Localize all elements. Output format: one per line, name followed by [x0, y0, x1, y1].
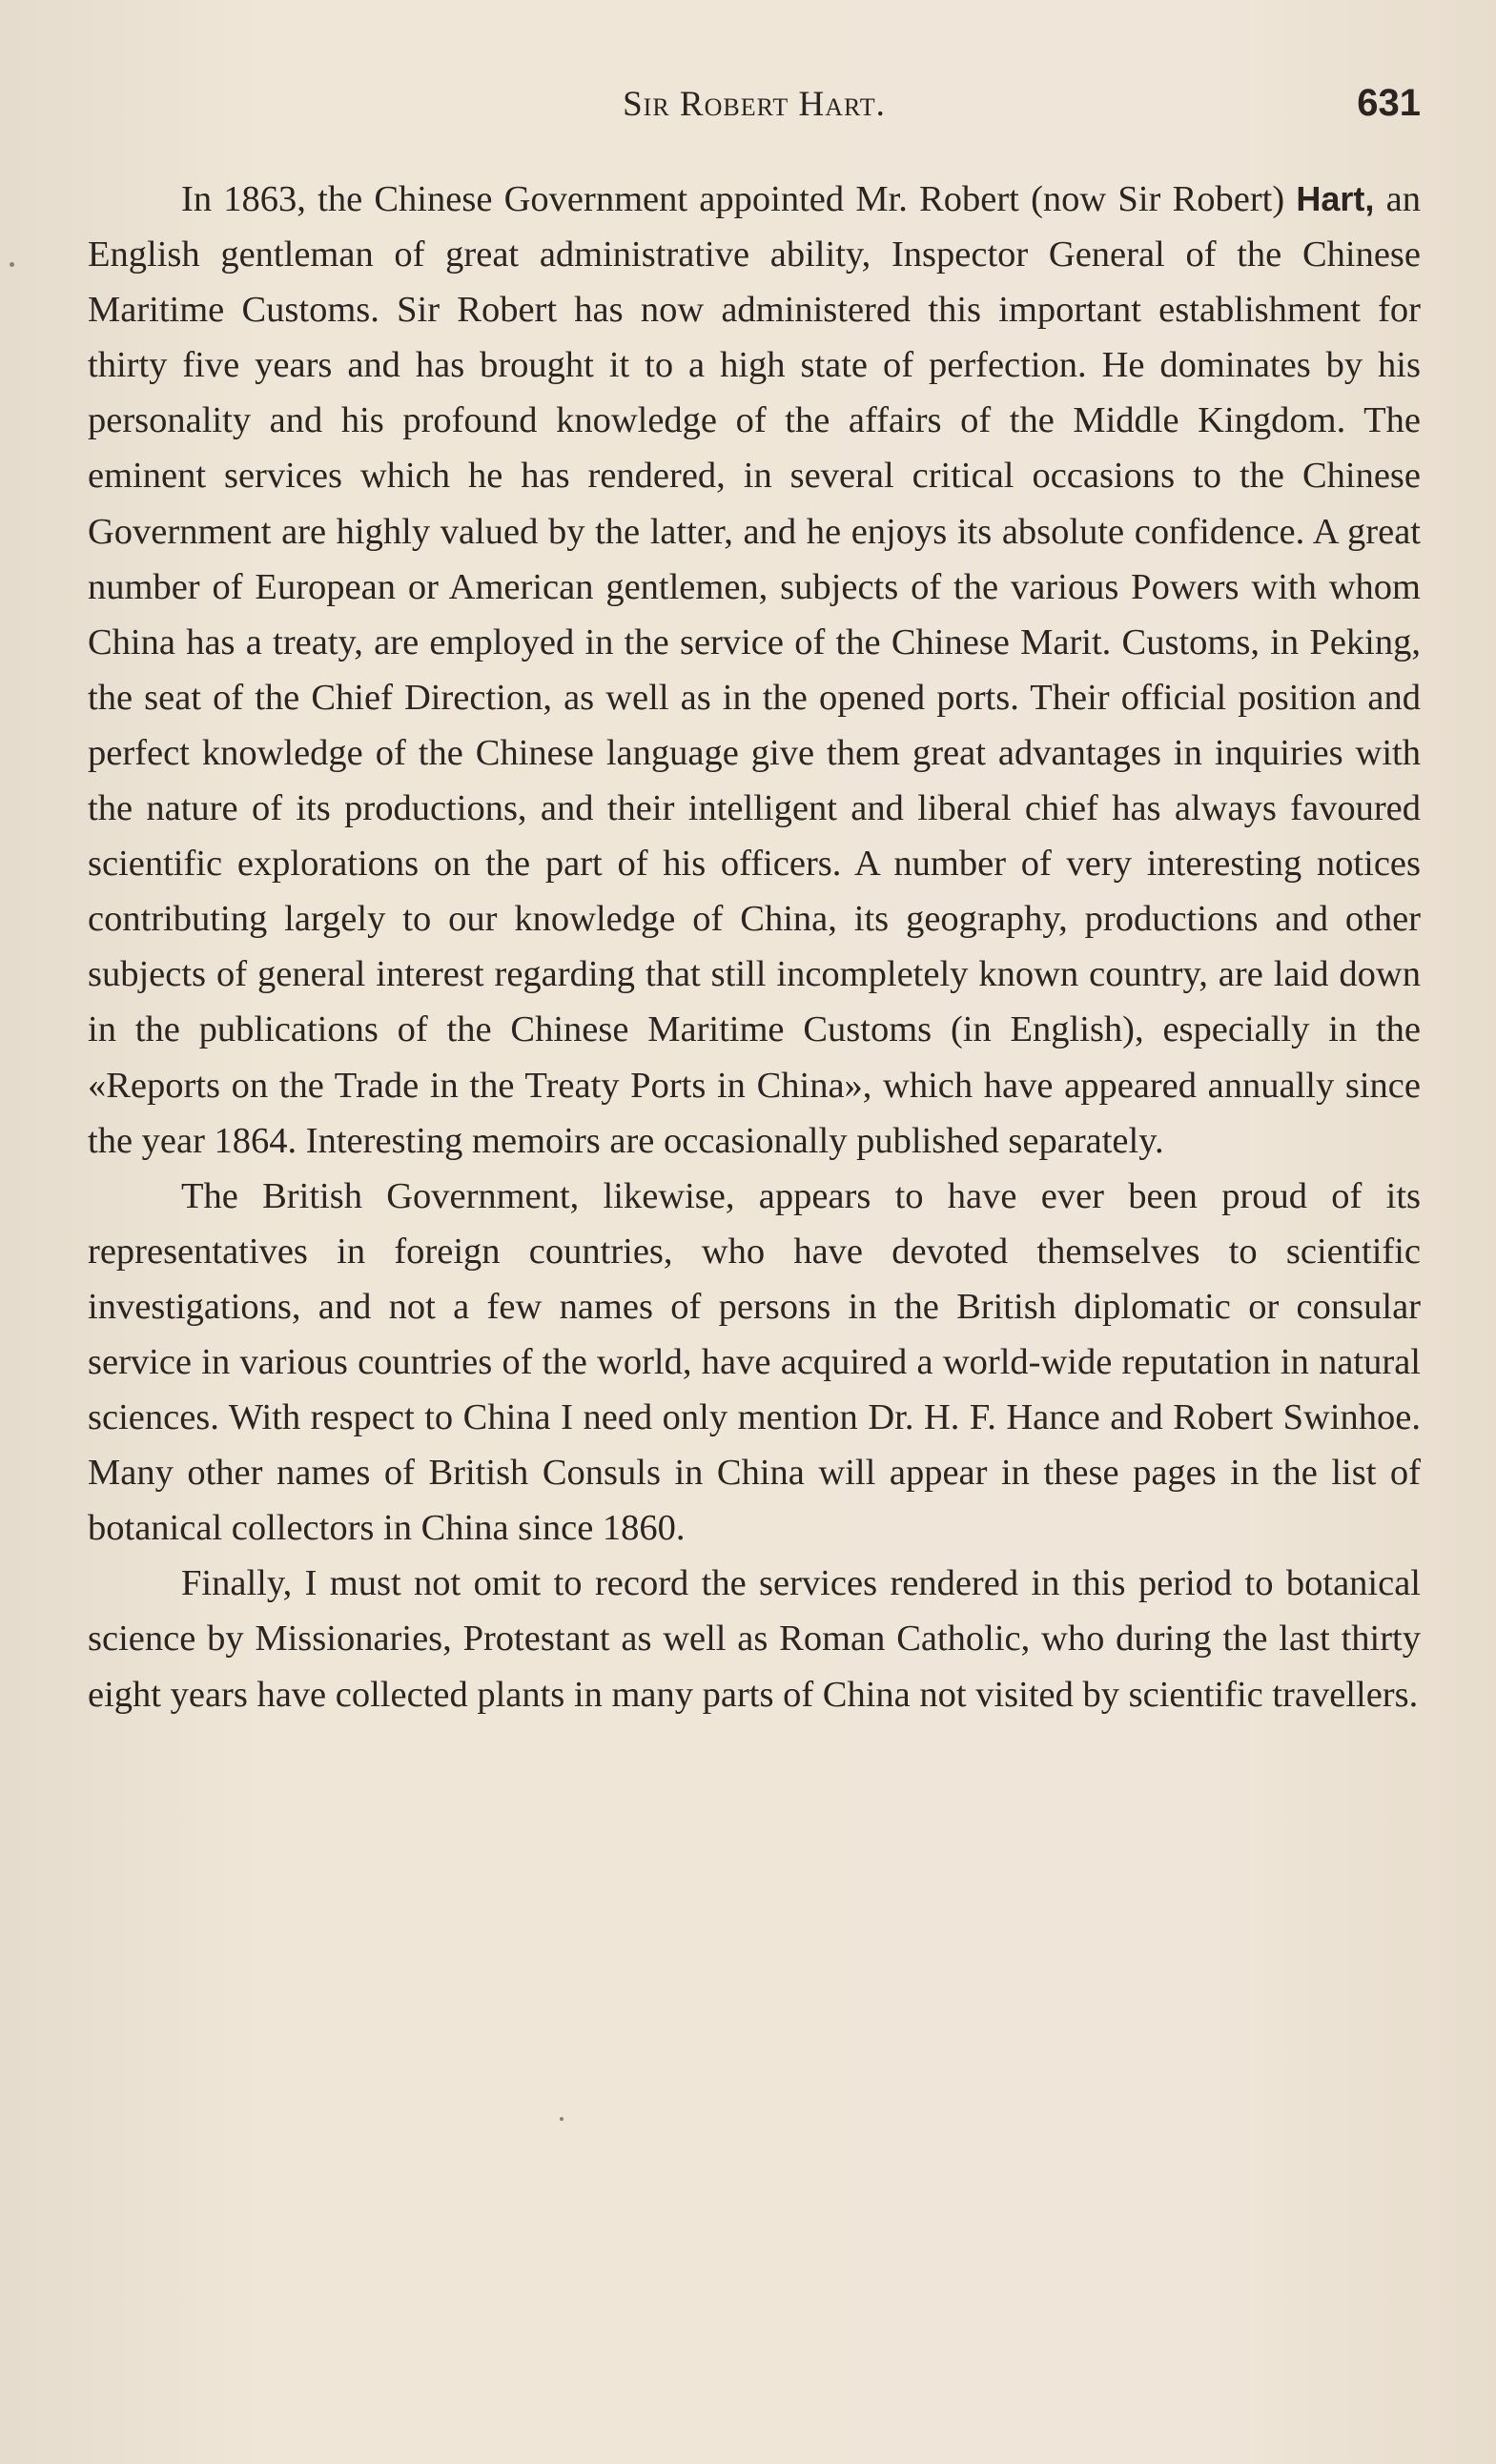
paragraph-missionaries: Finally, I must not omit to record the services rendered in this period to botanical science by Missionaries, Protestant as well as Roman Catholic, who during the last thirty eight years have collected plants in many parts of China not visited by scientific travellers. — [88, 1563, 1421, 1715]
paper-speck — [560, 2117, 564, 2121]
paragraph-british-government: The British Government, likewise, appears to have ever been proud of its representatives in foreign countries, who have devoted themselves to scientific investigations, and not a few names of persons in the British diplomatic or consular service in various countries of the world, have acquired a world-wide reputation in natural sciences. With respect to China I need only mention Dr. H. F. Hance and Robert Swinhoe. Many other names of British Consuls in China will appear in these pages in the list of botanical collectors in China since 1860. — [88, 1175, 1421, 1549]
running-head — [88, 84, 1421, 132]
paragraph-hart-start: In 1863, the Chinese Government appointed Mr. Robert (now Sir Robert) — [181, 179, 1297, 219]
body-text — [88, 172, 1421, 1722]
running-title: Sir Robert Hart. — [623, 85, 886, 124]
paragraph-hart — [88, 172, 1421, 1169]
paragraph-hart-rest: an English gentleman of great administrative ability, Inspector General of the Chinese Maritime Customs. Sir Robert has now administered this important establishment for thirty five years and has brought it to a high state of perfection. He dominates by his personality and his profound knowledge of the affairs of the Middle Kingdom. The eminent services which he has rendered, in several critical occasions to the Chinese Government are highly valued by the latter, and he enjoys its absolute confidence. A great number of European or American gentlemen, subjects of the various Powers with whom China has a treaty, are employed in the service of the Chinese Marit. Customs, in Peking, the seat of the Chief Direction, as well as in the opened ports. Their official position and perfect knowledge of the Chinese language give them great advantages in inquiries with the nature of its productions, and their intelligent and liberal chief has always favoured scientific explorations on the part of his officers. A number of very interesting notices contributing largely to our knowledge of China, its geography, productions and other subjects of general interest regarding that still incompletely known country, are laid down in the publications of the Chinese Maritime Customs (in English), especially in the «Reports on the Trade in the Treaty Ports in China», which have appeared annually since the year 1864. Interesting memoirs are occasionally published separately. — [88, 179, 1421, 1161]
bold-name-hart: Hart, — [1296, 179, 1375, 218]
paper-speck — [10, 262, 14, 267]
page-number: 631 — [1357, 82, 1421, 124]
